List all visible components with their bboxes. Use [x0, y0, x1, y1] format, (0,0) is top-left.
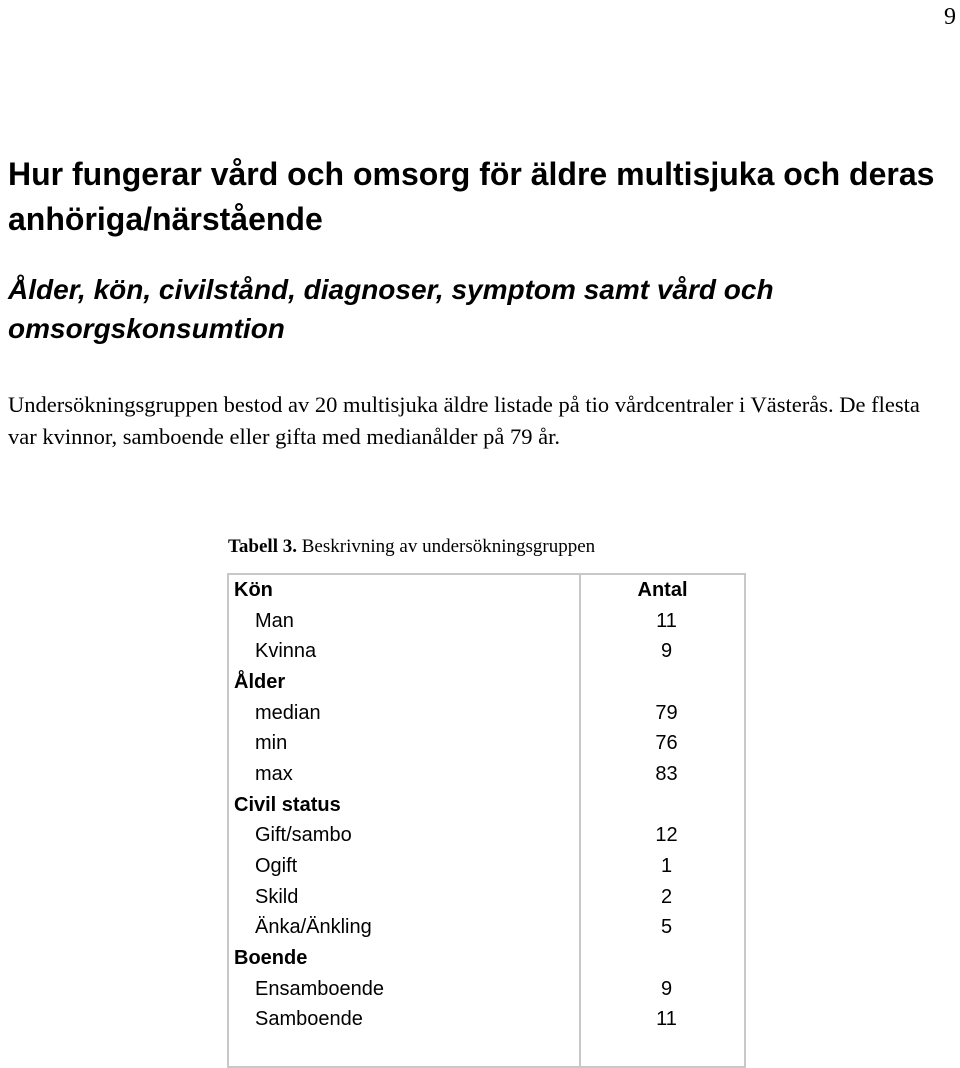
- table-row: [228, 821, 745, 852]
- table-row: [228, 606, 745, 637]
- row-value: [580, 1035, 745, 1067]
- row-label: Skild: [228, 882, 580, 913]
- document-title: Hur fungerar vård och omsorg för äldre multisjuka och deras anhöriga/närstående: [8, 156, 935, 237]
- table-row: [228, 636, 745, 667]
- row-label: Samboende: [228, 1005, 580, 1036]
- group-label: Boende: [228, 943, 580, 974]
- row-label: max: [228, 759, 580, 790]
- row-value: 83: [580, 759, 745, 790]
- table-row: [228, 698, 745, 729]
- table-caption-text: Beskrivning av undersökningsgruppen: [297, 536, 596, 557]
- row-label: Kvinna: [228, 636, 580, 667]
- row-value: 5: [580, 913, 745, 944]
- table-row: [228, 728, 745, 759]
- table-row: [228, 1005, 745, 1036]
- row-label: Man: [228, 606, 580, 637]
- row-value: 1: [580, 851, 745, 882]
- row-label: Ensamboende: [228, 974, 580, 1005]
- table-group-row: [228, 790, 745, 821]
- table-row: [228, 882, 745, 913]
- row-value: [580, 667, 745, 698]
- table-row: [228, 759, 745, 790]
- demographics-table: [227, 573, 746, 1068]
- header-label-cell: Kön: [228, 574, 580, 606]
- row-value: 11: [580, 1005, 745, 1036]
- row-value: 9: [580, 636, 745, 667]
- page-number: 9: [944, 4, 956, 30]
- row-label: Gift/sambo: [228, 821, 580, 852]
- row-value: 76: [580, 728, 745, 759]
- row-label: [228, 1035, 580, 1067]
- row-value: [580, 790, 745, 821]
- table-row: [228, 974, 745, 1005]
- table-header-row: [228, 574, 745, 606]
- table-row: [228, 913, 745, 944]
- section-subtitle: Ålder, kön, civilstånd, diagnoser, symptom samt vård och omsorgskonsumtion: [8, 274, 774, 344]
- table-row: [228, 851, 745, 882]
- table-empty-row: [228, 1035, 745, 1067]
- group-label: Ålder: [228, 667, 580, 698]
- row-value: 12: [580, 821, 745, 852]
- intro-paragraph: Undersökningsgruppen bestod av 20 multisjuka äldre listade på tio vårdcentraler i Västerås. De flesta var kvinnor, samboende eller gifta med medianålder på 79 år.: [8, 392, 920, 449]
- row-label: median: [228, 698, 580, 729]
- table-group-row: [228, 667, 745, 698]
- row-label: Ogift: [228, 851, 580, 882]
- header-value-cell: Antal: [580, 574, 745, 606]
- table-caption: [228, 535, 595, 559]
- table-caption-label: Tabell 3.: [228, 536, 297, 557]
- row-value: 11: [580, 606, 745, 637]
- table-group-row: [228, 943, 745, 974]
- row-value: 79: [580, 698, 745, 729]
- row-value: 2: [580, 882, 745, 913]
- row-label: min: [228, 728, 580, 759]
- row-value: 9: [580, 974, 745, 1005]
- row-value: [580, 943, 745, 974]
- group-label: Civil status: [228, 790, 580, 821]
- row-label: Änka/Änkling: [228, 913, 580, 944]
